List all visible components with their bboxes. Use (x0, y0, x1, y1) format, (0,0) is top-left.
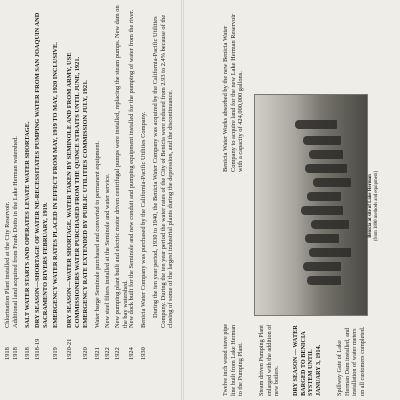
timeline-text: New steel filters installed at the Seminole and water service. (104, 173, 111, 328)
photo-figure (303, 136, 341, 145)
intro-paragraph: Benicia Water Works absorbed by the new Benicia Water Company to acquire land for the new Lake Herman Reservoir with a capacity of 424,000,000 gallons. (222, 13, 245, 172)
timeline-entry (128, 4, 136, 360)
timeline-year: 1920 (82, 347, 89, 360)
timeline-year: 1919 (52, 347, 59, 360)
historic-photo (254, 94, 368, 316)
timeline-entry (292, 322, 322, 396)
timeline-text: Twelve inch wood stave pipe line built from Lake Herman to the Pumping Plant. (222, 323, 245, 396)
photo-figure (307, 276, 341, 285)
photo-figure (307, 192, 341, 201)
photo-figure (309, 150, 343, 159)
timeline-text: New pumping plant built and electric motor driven centrifugal pumps were installed, replacing the steam pumps. New dam on the bay watershed. (114, 5, 129, 328)
timeline-year: 1922 (104, 347, 111, 360)
photo-figure (295, 120, 337, 129)
timeline-year: 1930 (140, 347, 147, 360)
timeline-text: DRY SEASON—SHORTAGE OF WATER NE-RECESSITATES PUMPING WATER FROM SAN JOAQUIN AND SACRAMENTO RIVERS FEBRUARY, 1919. (34, 12, 49, 328)
left-timeline (218, 320, 400, 400)
photo-figure (305, 164, 347, 173)
timeline-text: New dock built for the Seminole and new conduit and pumping equipment installed for the pumping of water from the river. (128, 9, 135, 328)
photo-figure (301, 206, 343, 215)
timeline-entry (104, 4, 112, 360)
timeline-entry (94, 4, 102, 360)
timeline-entry (4, 4, 12, 360)
timeline-entry (222, 322, 245, 396)
photo-caption (368, 96, 379, 316)
timeline-entry (24, 4, 32, 360)
timeline-text: EMERGENCY WATER RATES PLACED IN EFFECT FROM MAY, 1919 TO MAY, 1920 INCLUSIVE. (52, 42, 59, 328)
timeline-text: Additional land acquired from Frank Dotto in the Lake Herman watershed. (12, 136, 19, 328)
photo-caption-title: Benicia at site of Lake Herman (368, 174, 373, 238)
timeline-text: SALT WATER STARTS AND OPERATES LEVATE WATER SHORTAGE. (24, 121, 31, 328)
timeline-entry (140, 4, 148, 360)
timeline-year: 1924 (128, 347, 135, 360)
timeline-text: EMERGENCY RATE EXTENDED BY PUBLIC UTILITIES COMMISSION JULY, 1921. (82, 80, 89, 328)
photo-figure (313, 178, 351, 187)
timeline-year: 1918 (24, 347, 31, 360)
history-photo-page (218, 0, 400, 400)
timeline-year: 1922 (114, 347, 121, 360)
photo-caption-subtitle: (from 1890 methods and equipment) (373, 170, 379, 242)
timeline-text: Benicia Water Company was purchased by the California-Pacific Utilities Company. (140, 111, 147, 328)
closing-paragraph: During the ten year period, 1930 to 1940, the Benicia Water Company was acquired by the California-Pacific Utilities Company. During the ten year period the water rates of the City of Benicia were reduced from 2.93 to 2.4% because of the closing of some of the largest industrial plants during the depression, and the discontinuance. (152, 14, 175, 328)
timeline-text: DRY SEASON — WATER BARGED TO BENICIA SYSTEM UNTIL JANUARY 3, 1914. (292, 325, 322, 396)
photo-figure (309, 248, 351, 257)
timeline-year: 1918-19 (34, 338, 41, 360)
timeline-year: 1918 (4, 347, 11, 360)
timeline-text: Steam driven Pumping Plant enlarged with the addition of new boilers. (258, 324, 281, 396)
timeline-text: Spillway Gate of Lake Herman Dam installed, and installation of water meters on all customers completed. (336, 326, 366, 396)
timeline-entry (66, 4, 81, 360)
timeline-text: Chlorination Plant installed at the City Reservoir. (4, 201, 11, 328)
photo-figure (305, 234, 339, 243)
timeline-entry (114, 4, 129, 360)
photo-figure (311, 220, 349, 229)
timeline-entry (52, 4, 60, 360)
timeline-text: DRY SEASON—WATER SHORTAGE. WATER TAKEN BY SEMINOLE AND FROM ARMY, USE COMMISSIONERS WATER PURCHASED FROM THE QUINCE STRAITS UNTIL JUNE, 1921. (66, 52, 81, 328)
timeline-year: 1920-21 (66, 338, 73, 360)
photo-figure (303, 262, 341, 271)
timeline-entry (336, 322, 366, 396)
timeline-year: 1918 (12, 347, 19, 360)
timeline-year: 1921 (94, 347, 101, 360)
timeline-entry (34, 4, 49, 360)
timeline-entry (12, 4, 20, 360)
history-timeline-page (0, 0, 182, 400)
timeline-entry (82, 4, 90, 360)
timeline-text: Water barge Seminole purchased and converted to permanent equipment. (94, 141, 101, 328)
timeline-entry (258, 322, 281, 396)
